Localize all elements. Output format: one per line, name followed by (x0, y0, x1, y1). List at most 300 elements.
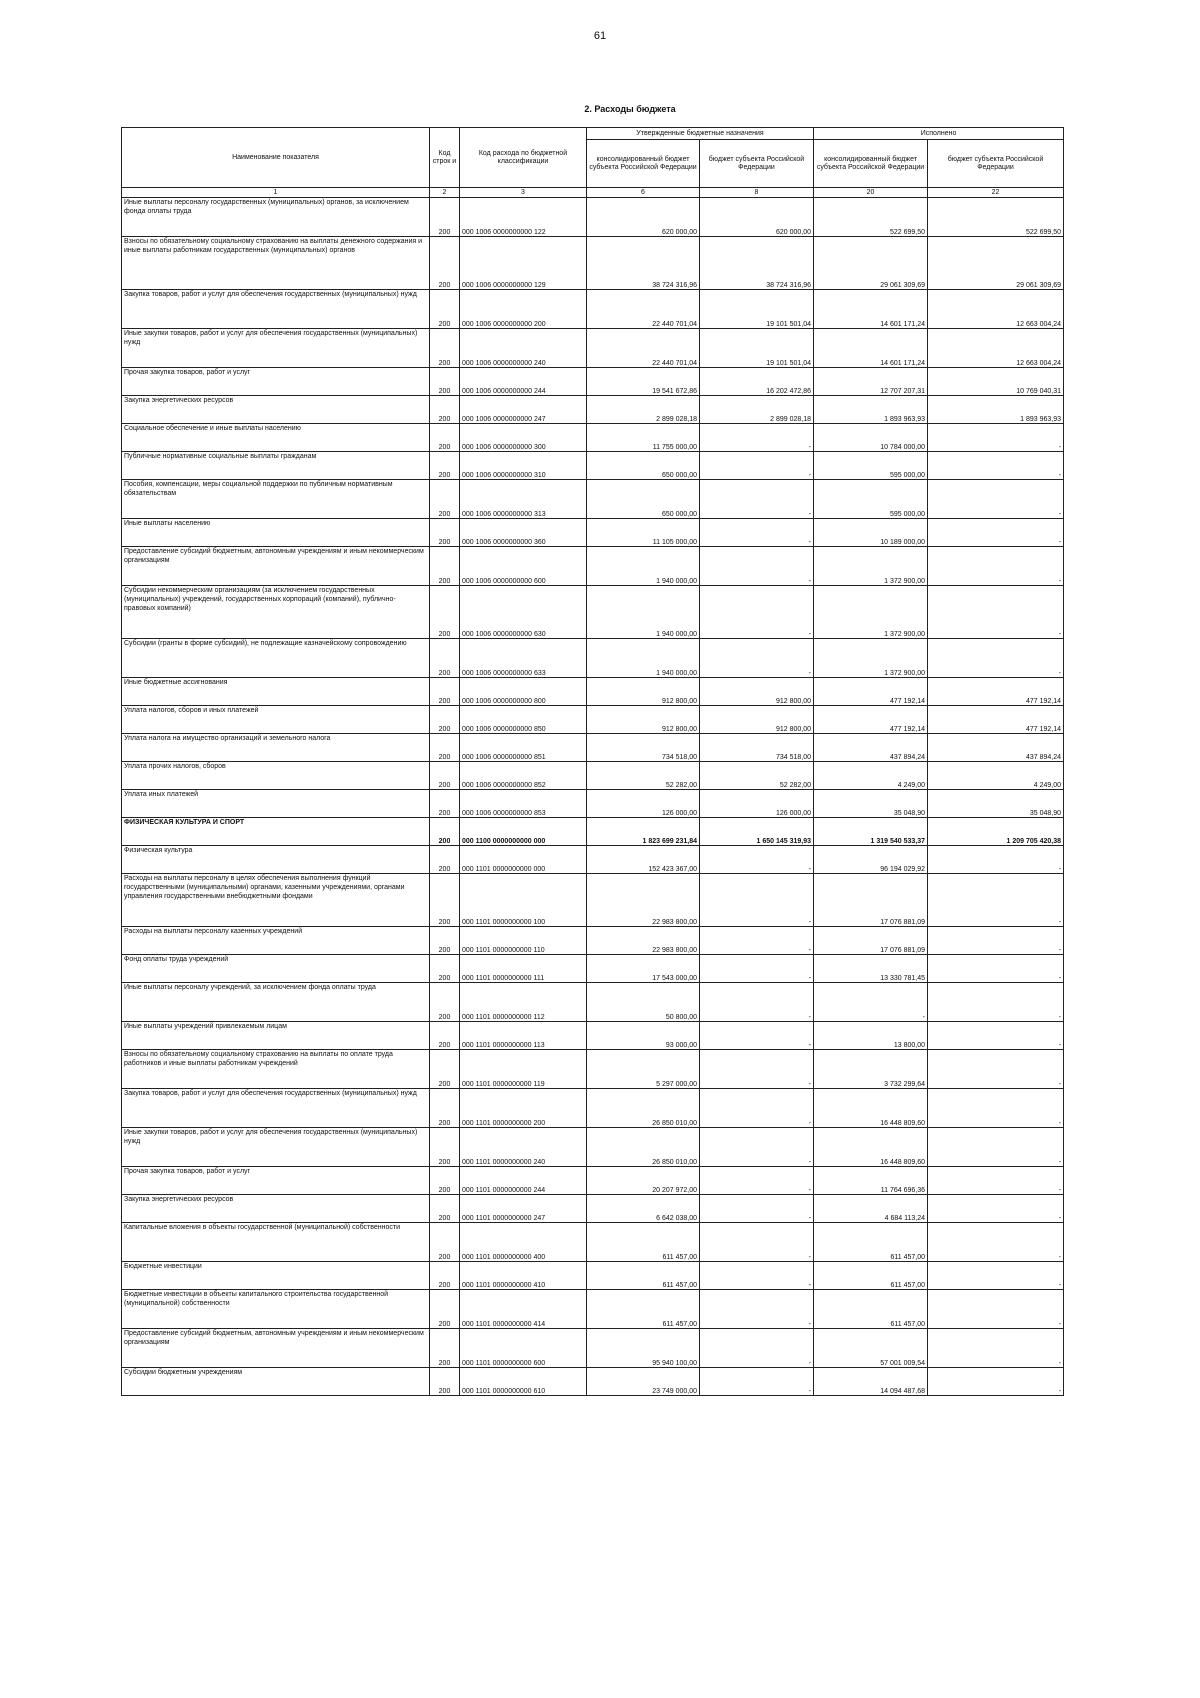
row-name: Закупка товаров, работ и услуг для обеспечения государственных (муниципальных) нужд (122, 290, 430, 329)
table-row (122, 237, 1064, 290)
row-approved-consolidated: 17 543 000,00 (587, 955, 700, 983)
table-row (122, 480, 1064, 519)
row-line-code: 200 (430, 1167, 460, 1195)
table-row (122, 1329, 1064, 1368)
row-approved-consolidated: 152 423 367,00 (587, 846, 700, 874)
table-row (122, 1195, 1064, 1223)
row-executed-subject: - (928, 983, 1064, 1022)
row-kbk: 000 1101 0000000000 600 (460, 1329, 587, 1368)
row-approved-consolidated: 20 207 972,00 (587, 1167, 700, 1195)
row-executed-subject: - (928, 1195, 1064, 1223)
row-line-code: 200 (430, 1050, 460, 1089)
row-approved-consolidated: 11 105 000,00 (587, 519, 700, 547)
row-approved-subject: 912 800,00 (700, 706, 814, 734)
row-executed-subject: 35 048,90 (928, 790, 1064, 818)
row-approved-consolidated: 1 940 000,00 (587, 547, 700, 586)
row-approved-consolidated: 611 457,00 (587, 1290, 700, 1329)
page-number: 61 (593, 30, 607, 42)
row-approved-consolidated: 22 983 800,00 (587, 874, 700, 927)
table-row (122, 1050, 1064, 1089)
row-executed-subject: - (928, 1368, 1064, 1396)
table-row (122, 927, 1064, 955)
row-line-code: 200 (430, 678, 460, 706)
header-line-code: Код строк и (430, 128, 460, 188)
row-kbk: 000 1006 0000000000 313 (460, 480, 587, 519)
row-approved-subject: - (700, 846, 814, 874)
row-executed-consolidated: - (814, 983, 928, 1022)
row-executed-subject: 1 893 963,93 (928, 396, 1064, 424)
row-executed-consolidated: 13 800,00 (814, 1022, 928, 1050)
table-row (122, 846, 1064, 874)
row-kbk: 000 1101 0000000000 247 (460, 1195, 587, 1223)
table-row (122, 734, 1064, 762)
row-line-code: 200 (430, 874, 460, 927)
row-line-code: 200 (430, 983, 460, 1022)
row-line-code: 200 (430, 927, 460, 955)
row-name: Расходы на выплаты персоналу казенных учреждений (122, 927, 430, 955)
col-num-8: 8 (700, 188, 814, 198)
row-executed-consolidated: 11 764 696,36 (814, 1167, 928, 1195)
row-kbk: 000 1006 0000000000 852 (460, 762, 587, 790)
row-approved-subject: - (700, 424, 814, 452)
table-row (122, 678, 1064, 706)
table-row (122, 762, 1064, 790)
row-name: Иные бюджетные ассигнования (122, 678, 430, 706)
row-executed-subject: - (928, 1089, 1064, 1128)
row-line-code: 200 (430, 290, 460, 329)
row-approved-consolidated: 22 983 800,00 (587, 927, 700, 955)
row-name: Субсидии (гранты в форме субсидий), не подлежащие казначейскому сопровождению (122, 639, 430, 678)
row-name: Иные выплаты персоналу государственных (муниципальных) органов, за исключением фонда оплаты труда (122, 198, 430, 237)
row-name: Предоставление субсидий бюджетным, автономным учреждениям и иным некоммерческим организациям (122, 547, 430, 586)
row-approved-subject: 734 518,00 (700, 734, 814, 762)
row-executed-consolidated: 477 192,14 (814, 678, 928, 706)
row-line-code: 200 (430, 547, 460, 586)
row-approved-consolidated: 912 800,00 (587, 678, 700, 706)
row-line-code: 200 (430, 329, 460, 368)
row-line-code: 200 (430, 706, 460, 734)
row-name: Капитальные вложения в объекты государственной (муниципальной) собственности (122, 1223, 430, 1262)
row-approved-subject: - (700, 1050, 814, 1089)
row-approved-subject: 38 724 316,96 (700, 237, 814, 290)
row-line-code: 200 (430, 1195, 460, 1223)
row-approved-subject: - (700, 927, 814, 955)
row-approved-subject: - (700, 1089, 814, 1128)
row-executed-consolidated: 57 001 009,54 (814, 1329, 928, 1368)
row-line-code: 200 (430, 1290, 460, 1329)
row-name: Публичные нормативные социальные выплаты гражданам (122, 452, 430, 480)
header-executed: Исполнено (814, 128, 1064, 140)
row-approved-subject: 620 000,00 (700, 198, 814, 237)
row-kbk: 000 1006 0000000000 200 (460, 290, 587, 329)
row-kbk: 000 1101 0000000000 410 (460, 1262, 587, 1290)
row-executed-subject: - (928, 1262, 1064, 1290)
table-row (122, 290, 1064, 329)
table-row (122, 639, 1064, 678)
row-executed-subject: - (928, 955, 1064, 983)
row-executed-consolidated: 1 319 540 533,37 (814, 818, 928, 846)
row-executed-subject: 10 769 040,31 (928, 368, 1064, 396)
row-executed-consolidated: 96 194 029,92 (814, 846, 928, 874)
row-kbk: 000 1006 0000000000 360 (460, 519, 587, 547)
table-row (122, 1022, 1064, 1050)
row-line-code: 200 (430, 480, 460, 519)
row-line-code: 200 (430, 237, 460, 290)
row-approved-consolidated: 1 823 699 231,84 (587, 818, 700, 846)
row-name: ФИЗИЧЕСКАЯ КУЛЬТУРА И СПОРТ (122, 818, 430, 846)
row-name: Уплата иных платежей (122, 790, 430, 818)
row-executed-consolidated: 13 330 781,45 (814, 955, 928, 983)
col-num-6: 6 (587, 188, 700, 198)
row-approved-consolidated: 611 457,00 (587, 1262, 700, 1290)
row-name: Уплата прочих налогов, сборов (122, 762, 430, 790)
row-executed-consolidated: 17 076 881,09 (814, 874, 928, 927)
row-kbk: 000 1100 0000000000 000 (460, 818, 587, 846)
row-approved-subject: - (700, 1368, 814, 1396)
row-approved-consolidated: 611 457,00 (587, 1223, 700, 1262)
row-line-code: 200 (430, 1128, 460, 1167)
table-row (122, 1128, 1064, 1167)
row-approved-subject: 16 202 472,86 (700, 368, 814, 396)
row-kbk: 000 1101 0000000000 119 (460, 1050, 587, 1089)
row-approved-subject: - (700, 1262, 814, 1290)
row-executed-consolidated: 595 000,00 (814, 480, 928, 519)
col-num-22: 22 (928, 188, 1064, 198)
row-approved-consolidated: 93 000,00 (587, 1022, 700, 1050)
row-executed-subject: - (928, 452, 1064, 480)
row-approved-consolidated: 650 000,00 (587, 480, 700, 519)
row-approved-consolidated: 19 541 672,86 (587, 368, 700, 396)
row-approved-consolidated: 22 440 701,04 (587, 290, 700, 329)
row-kbk: 000 1101 0000000000 110 (460, 927, 587, 955)
row-executed-consolidated: 12 707 207,31 (814, 368, 928, 396)
row-approved-consolidated: 2 899 028,18 (587, 396, 700, 424)
row-approved-consolidated: 620 000,00 (587, 198, 700, 237)
row-executed-subject: 4 249,00 (928, 762, 1064, 790)
row-executed-consolidated: 16 448 809,60 (814, 1128, 928, 1167)
row-kbk: 000 1006 0000000000 851 (460, 734, 587, 762)
row-name: Прочая закупка товаров, работ и услуг (122, 1167, 430, 1195)
row-executed-subject: - (928, 1329, 1064, 1368)
row-name: Социальное обеспечение и иные выплаты населению (122, 424, 430, 452)
row-line-code: 200 (430, 586, 460, 639)
row-approved-consolidated: 5 297 000,00 (587, 1050, 700, 1089)
row-approved-subject: 19 101 501,04 (700, 290, 814, 329)
table-row (122, 955, 1064, 983)
table-row (122, 329, 1064, 368)
header-approved: Утвержденные бюджетные назначения (587, 128, 814, 140)
table-row (122, 790, 1064, 818)
row-executed-consolidated: 17 076 881,09 (814, 927, 928, 955)
row-executed-consolidated: 10 784 000,00 (814, 424, 928, 452)
row-executed-consolidated: 14 601 171,24 (814, 290, 928, 329)
row-executed-consolidated: 1 372 900,00 (814, 639, 928, 678)
row-approved-subject: - (700, 480, 814, 519)
row-kbk: 000 1006 0000000000 247 (460, 396, 587, 424)
row-name: Бюджетные инвестиции в объекты капитального строительства государственной (муниципальной) собственности (122, 1290, 430, 1329)
row-approved-consolidated: 1 940 000,00 (587, 586, 700, 639)
header-subject-executed: бюджет субъекта Российской Федерации (928, 140, 1064, 188)
row-line-code: 200 (430, 734, 460, 762)
row-kbk: 000 1006 0000000000 853 (460, 790, 587, 818)
row-executed-consolidated: 477 192,14 (814, 706, 928, 734)
row-executed-subject: - (928, 424, 1064, 452)
table-row (122, 1262, 1064, 1290)
row-approved-consolidated: 912 800,00 (587, 706, 700, 734)
row-kbk: 000 1101 0000000000 414 (460, 1290, 587, 1329)
row-kbk: 000 1006 0000000000 240 (460, 329, 587, 368)
row-kbk: 000 1101 0000000000 000 (460, 846, 587, 874)
table-row (122, 1089, 1064, 1128)
col-num-1: 1 (122, 188, 430, 198)
row-executed-subject: 522 699,50 (928, 198, 1064, 237)
row-approved-subject: - (700, 874, 814, 927)
row-executed-subject: - (928, 1290, 1064, 1329)
section-title: 2. Расходы бюджета (584, 104, 676, 114)
table-row (122, 519, 1064, 547)
row-approved-subject: - (700, 639, 814, 678)
row-executed-subject: 477 192,14 (928, 706, 1064, 734)
row-kbk: 000 1101 0000000000 100 (460, 874, 587, 927)
row-approved-subject: 126 000,00 (700, 790, 814, 818)
row-executed-subject: 1 209 705 420,38 (928, 818, 1064, 846)
row-executed-consolidated: 29 061 309,69 (814, 237, 928, 290)
row-approved-subject: 52 282,00 (700, 762, 814, 790)
row-executed-subject: 437 894,24 (928, 734, 1064, 762)
table-row (122, 983, 1064, 1022)
row-approved-consolidated: 22 440 701,04 (587, 329, 700, 368)
row-line-code: 200 (430, 639, 460, 678)
row-line-code: 200 (430, 790, 460, 818)
row-name: Расходы на выплаты персоналу в целях обеспечения выполнения функций государственными (муниципальными) органами, казенными учреждениями, органами управления государственными внебюджетными фондами (122, 874, 430, 927)
row-kbk: 000 1006 0000000000 800 (460, 678, 587, 706)
row-line-code: 200 (430, 955, 460, 983)
row-approved-subject: - (700, 1167, 814, 1195)
table-row (122, 1223, 1064, 1262)
row-line-code: 200 (430, 424, 460, 452)
row-line-code: 200 (430, 1022, 460, 1050)
row-name: Предоставление субсидий бюджетным, автономным учреждениям и иным некоммерческим организациям (122, 1329, 430, 1368)
row-approved-consolidated: 734 518,00 (587, 734, 700, 762)
row-line-code: 200 (430, 368, 460, 396)
row-executed-consolidated: 14 094 487,68 (814, 1368, 928, 1396)
table-row (122, 874, 1064, 927)
row-executed-subject: - (928, 1022, 1064, 1050)
row-name: Закупка товаров, работ и услуг для обеспечения государственных (муниципальных) нужд (122, 1089, 430, 1128)
row-approved-consolidated: 95 940 100,00 (587, 1329, 700, 1368)
row-approved-subject: - (700, 983, 814, 1022)
row-executed-subject: 29 061 309,69 (928, 237, 1064, 290)
budget-expenses-table (121, 127, 1064, 1396)
row-name: Иные закупки товаров, работ и услуг для обеспечения государственных (муниципальных) нужд (122, 1128, 430, 1167)
row-kbk: 000 1006 0000000000 244 (460, 368, 587, 396)
row-executed-consolidated: 611 457,00 (814, 1223, 928, 1262)
row-executed-consolidated: 3 732 299,64 (814, 1050, 928, 1089)
row-kbk: 000 1006 0000000000 633 (460, 639, 587, 678)
row-name: Прочая закупка товаров, работ и услуг (122, 368, 430, 396)
row-executed-consolidated: 4 684 113,24 (814, 1195, 928, 1223)
row-executed-subject: - (928, 480, 1064, 519)
row-executed-subject: - (928, 586, 1064, 639)
row-executed-consolidated: 611 457,00 (814, 1262, 928, 1290)
row-line-code: 200 (430, 1089, 460, 1128)
row-approved-consolidated: 1 940 000,00 (587, 639, 700, 678)
row-executed-subject: - (928, 874, 1064, 927)
row-name: Закупка энергетических ресурсов (122, 396, 430, 424)
row-executed-subject: 12 663 004,24 (928, 290, 1064, 329)
row-kbk: 000 1101 0000000000 111 (460, 955, 587, 983)
row-executed-subject: - (928, 547, 1064, 586)
row-name: Пособия, компенсации, меры социальной поддержки по публичным нормативным обязательствам (122, 480, 430, 519)
row-approved-subject: - (700, 1223, 814, 1262)
row-approved-consolidated: 38 724 316,96 (587, 237, 700, 290)
table-row (122, 586, 1064, 639)
row-kbk: 000 1006 0000000000 300 (460, 424, 587, 452)
row-approved-subject: - (700, 1290, 814, 1329)
row-line-code: 200 (430, 1223, 460, 1262)
row-executed-subject: - (928, 1223, 1064, 1262)
col-num-20: 20 (814, 188, 928, 198)
row-name: Уплата налогов, сборов и иных платежей (122, 706, 430, 734)
row-name: Иные выплаты персоналу учреждений, за исключением фонда оплаты труда (122, 983, 430, 1022)
row-approved-consolidated: 23 749 000,00 (587, 1368, 700, 1396)
row-approved-consolidated: 26 850 010,00 (587, 1128, 700, 1167)
row-line-code: 200 (430, 198, 460, 237)
row-kbk: 000 1101 0000000000 400 (460, 1223, 587, 1262)
row-kbk: 000 1006 0000000000 850 (460, 706, 587, 734)
table-row (122, 368, 1064, 396)
row-executed-subject: 477 192,14 (928, 678, 1064, 706)
row-line-code: 200 (430, 818, 460, 846)
row-line-code: 200 (430, 1262, 460, 1290)
row-name: Бюджетные инвестиции (122, 1262, 430, 1290)
row-approved-consolidated: 52 282,00 (587, 762, 700, 790)
row-executed-consolidated: 10 189 000,00 (814, 519, 928, 547)
row-kbk: 000 1006 0000000000 600 (460, 547, 587, 586)
row-approved-consolidated: 6 642 038,00 (587, 1195, 700, 1223)
row-name: Взносы по обязательному социальному страхованию на выплаты денежного содержания и иные выплаты работникам государственных (муниципальных) органов (122, 237, 430, 290)
row-executed-consolidated: 14 601 171,24 (814, 329, 928, 368)
row-line-code: 200 (430, 1329, 460, 1368)
table-row (122, 706, 1064, 734)
row-approved-subject: - (700, 1022, 814, 1050)
table-row (122, 424, 1064, 452)
row-kbk: 000 1006 0000000000 630 (460, 586, 587, 639)
header-name: Наименование показателя (122, 128, 430, 188)
row-executed-subject: - (928, 639, 1064, 678)
row-approved-subject: - (700, 519, 814, 547)
row-name: Взносы по обязательному социальному страхованию на выплаты по оплате труда работников и иные выплаты работникам учреждений (122, 1050, 430, 1089)
table-row (122, 198, 1064, 237)
header-consolidated-executed: консолидированный бюджет субъекта Российской Федерации (814, 140, 928, 188)
header-kbk: Код расхода по бюджетной классификации (460, 128, 587, 188)
row-approved-subject: - (700, 586, 814, 639)
row-kbk: 000 1006 0000000000 310 (460, 452, 587, 480)
row-line-code: 200 (430, 519, 460, 547)
row-approved-subject: - (700, 1195, 814, 1223)
row-name: Иные закупки товаров, работ и услуг для обеспечения государственных (муниципальных) нужд (122, 329, 430, 368)
col-num-3: 3 (460, 188, 587, 198)
row-kbk: 000 1101 0000000000 610 (460, 1368, 587, 1396)
row-executed-consolidated: 437 894,24 (814, 734, 928, 762)
row-line-code: 200 (430, 846, 460, 874)
row-approved-subject: 19 101 501,04 (700, 329, 814, 368)
row-executed-consolidated: 611 457,00 (814, 1290, 928, 1329)
col-num-2: 2 (430, 188, 460, 198)
row-kbk: 000 1006 0000000000 122 (460, 198, 587, 237)
row-executed-subject: - (928, 927, 1064, 955)
row-approved-subject: - (700, 547, 814, 586)
row-approved-consolidated: 50 800,00 (587, 983, 700, 1022)
row-executed-subject: - (928, 1050, 1064, 1089)
row-name: Закупка энергетических ресурсов (122, 1195, 430, 1223)
row-executed-subject: - (928, 846, 1064, 874)
header-consolidated-approved: консолидированный бюджет субъекта Российской Федерации (587, 140, 700, 188)
header-subject-approved: бюджет субъекта Российской Федерации (700, 140, 814, 188)
row-executed-consolidated: 1 893 963,93 (814, 396, 928, 424)
table-row (122, 1167, 1064, 1195)
row-line-code: 200 (430, 396, 460, 424)
row-executed-consolidated: 35 048,90 (814, 790, 928, 818)
table-row (122, 547, 1064, 586)
row-kbk: 000 1101 0000000000 200 (460, 1089, 587, 1128)
row-name: Уплата налога на имущество организаций и земельного налога (122, 734, 430, 762)
row-kbk: 000 1101 0000000000 240 (460, 1128, 587, 1167)
table-body (122, 198, 1064, 1396)
row-line-code: 200 (430, 1368, 460, 1396)
row-approved-subject: - (700, 1128, 814, 1167)
row-approved-consolidated: 126 000,00 (587, 790, 700, 818)
row-approved-subject: 912 800,00 (700, 678, 814, 706)
row-executed-consolidated: 16 448 809,60 (814, 1089, 928, 1128)
row-executed-subject: - (928, 519, 1064, 547)
table-row (122, 1368, 1064, 1396)
row-name: Субсидии бюджетным учреждениям (122, 1368, 430, 1396)
row-name: Физическая культура (122, 846, 430, 874)
row-name: Субсидии некоммерческим организациям (за исключением государственных (муниципальных) учреждений, государственных корпораций (компаний), публично-правовых компаний) (122, 586, 430, 639)
row-executed-consolidated: 522 699,50 (814, 198, 928, 237)
row-executed-consolidated: 4 249,00 (814, 762, 928, 790)
row-kbk: 000 1006 0000000000 129 (460, 237, 587, 290)
row-kbk: 000 1101 0000000000 112 (460, 983, 587, 1022)
row-approved-consolidated: 11 755 000,00 (587, 424, 700, 452)
row-executed-subject: 12 663 004,24 (928, 329, 1064, 368)
row-kbk: 000 1101 0000000000 113 (460, 1022, 587, 1050)
row-executed-subject: - (928, 1128, 1064, 1167)
row-name: Иные выплаты населению (122, 519, 430, 547)
row-approved-subject: - (700, 452, 814, 480)
row-name: Фонд оплаты труда учреждений (122, 955, 430, 983)
table-row (122, 818, 1064, 846)
row-executed-consolidated: 1 372 900,00 (814, 547, 928, 586)
row-line-code: 200 (430, 762, 460, 790)
table-row (122, 1290, 1064, 1329)
row-approved-consolidated: 650 000,00 (587, 452, 700, 480)
row-executed-subject: - (928, 1167, 1064, 1195)
row-approved-subject: - (700, 1329, 814, 1368)
row-executed-consolidated: 595 000,00 (814, 452, 928, 480)
row-name: Иные выплаты учреждений привлекаемым лицам (122, 1022, 430, 1050)
row-approved-subject: 2 899 028,18 (700, 396, 814, 424)
row-approved-subject: - (700, 955, 814, 983)
table-row (122, 452, 1064, 480)
row-approved-subject: 1 650 145 319,93 (700, 818, 814, 846)
table-row (122, 396, 1064, 424)
row-line-code: 200 (430, 452, 460, 480)
row-approved-consolidated: 26 850 010,00 (587, 1089, 700, 1128)
row-kbk: 000 1101 0000000000 244 (460, 1167, 587, 1195)
row-executed-consolidated: 1 372 900,00 (814, 586, 928, 639)
